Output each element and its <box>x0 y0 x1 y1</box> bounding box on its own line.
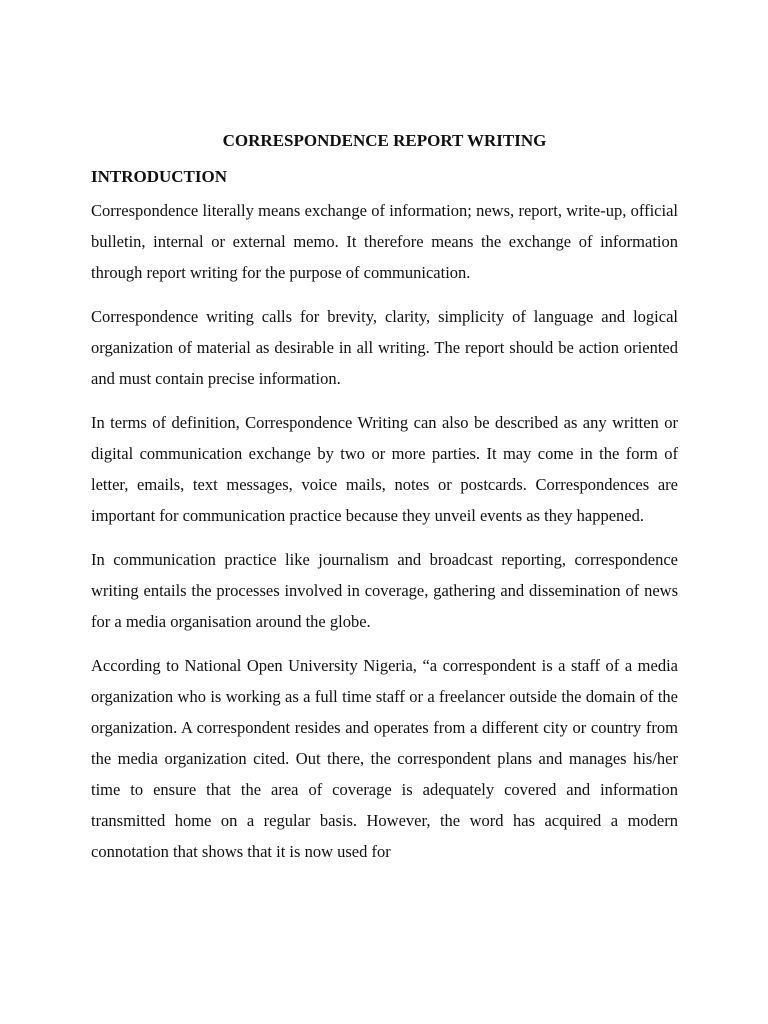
section-heading-introduction: INTRODUCTION <box>91 167 228 186</box>
paragraph-2: Correspondence writing calls for brevity, clarity, simplicity of language and logical organization of material as desirable in all writing. The report should be action oriented and must contain precise information. <box>91 307 678 388</box>
paragraph-1: Correspondence literally means exchange of information; news, report, write-up, official bulletin, internal or external memo. It therefore means the exchange of information through report writing for the purpose of communication. <box>91 201 678 282</box>
paragraph-3: In terms of definition, Correspondence Writing can also be described as any written or digital communication exchange by two or more parties. It may come in the form of letter, emails, text messages, voice mails, notes or postcards. Correspondences are important for communication practice because they unveil events as they happened. <box>91 413 678 525</box>
document-body <box>91 128 678 867</box>
document-title: CORRESPONDENCE REPORT WRITING <box>222 131 547 150</box>
paragraph-5: According to National Open University Nigeria, “a correspondent is a staff of a media organization who is working as a full time staff or a freelancer outside the domain of the organization. A correspondent resides and operates from a different city or country from the media organization cited. Out there, the correspondent plans and manages his/her time to ensure that the area of coverage is adequately covered and information transmitted home on a regular basis. However, the word has acquired a modern connotation that shows that it is now used for <box>91 656 678 861</box>
paragraph-4: In communication practice like journalism and broadcast reporting, correspondence writing entails the processes involved in coverage, gathering and dissemination of news for a media organisation around the globe. <box>91 550 678 631</box>
